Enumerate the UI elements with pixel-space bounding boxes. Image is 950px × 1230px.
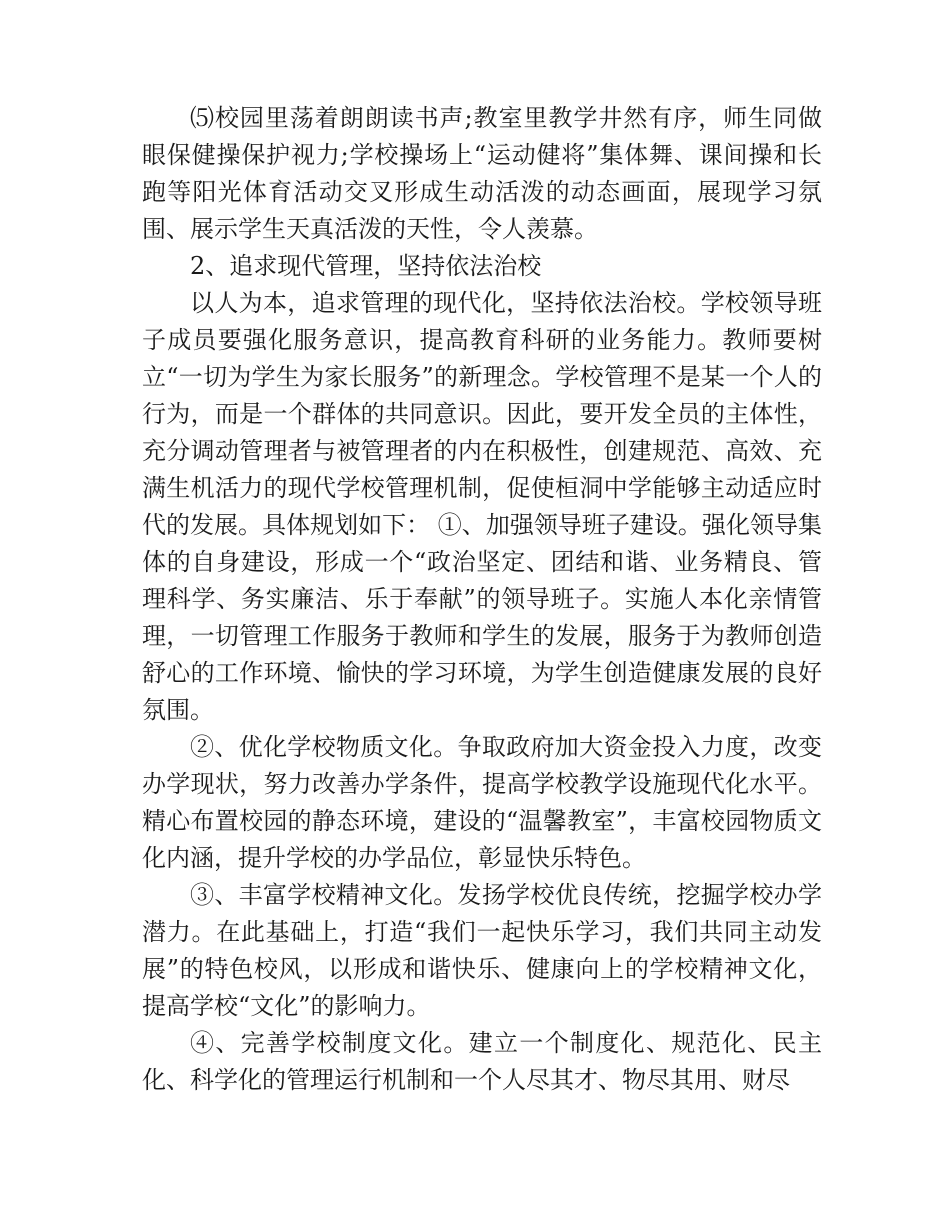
paragraph-institutional-culture: ④、完善学校制度文化。建立一个制度化、规范化、民主化、科学化的管理运行机制和一个人尽其才、物尽其用、财尽: [142, 1029, 822, 1094]
paragraph-management-plan: 以人为本，追求管理的现代化，坚持依法治校。学校领导班子成员要强化服务意识，提高教育科研的业务能力。教师要树立“一切为学生为家长服务”的新理念。学校管理不是某一个人的行为，而是一个群体的共同意识。因此，要开发全员的主体性，充分调动管理者与被管理者的内在积极性，创建规范、高效、充满生机活力的现代学校管理机制，促使桓洞中学能够主动适应时代的发展。具体规划如下： ①、加强领导班子建设。强化领导集体的自身建设，形成一个“政治坚定、团结和谐、业务精良、管理科学、务实廉洁、乐于奉献”的领导班子。实施人本化亲情管理，一切管理工作服务于教师和学生的发展，服务于为教师创造舒心的工作环境、愉快的学习环境，为学生创造健康发展的良好氛围。: [142, 289, 822, 724]
paragraph-campus-atmosphere: ⑸校园里荡着朗朗读书声;教室里教学井然有序，师生同做眼保健操保护视力;学校操场上“运动健将”集体舞、课间操和长跑等阳光体育活动交叉形成生动活泼的动态画面，展现学习氛围、展示学生天真活泼的天性，令人羡慕。: [142, 104, 822, 243]
section-heading-modern-management: 2、追求现代管理，坚持依法治校: [190, 252, 542, 280]
document-page: [142, 100, 822, 1099]
paragraph-spiritual-culture: ③、丰富学校精神文化。发扬学校优良传统，挖掘学校办学潜力。在此基础上，打造“我们一起快乐学习，我们共同主动发展”的特色校风，以形成和谐快乐、健康向上的学校精神文化，提高学校“文化”的影响力。: [142, 881, 822, 1020]
paragraph-material-culture: ②、优化学校物质文化。争取政府加大资金投入力度，改变办学现状，努力改善办学条件，提高学校教学设施现代化水平。精心布置校园的静态环境，建设的“温馨教室”，丰富校园物质文化内涵，提升学校的办学品位，彰显快乐特色。: [142, 733, 822, 872]
